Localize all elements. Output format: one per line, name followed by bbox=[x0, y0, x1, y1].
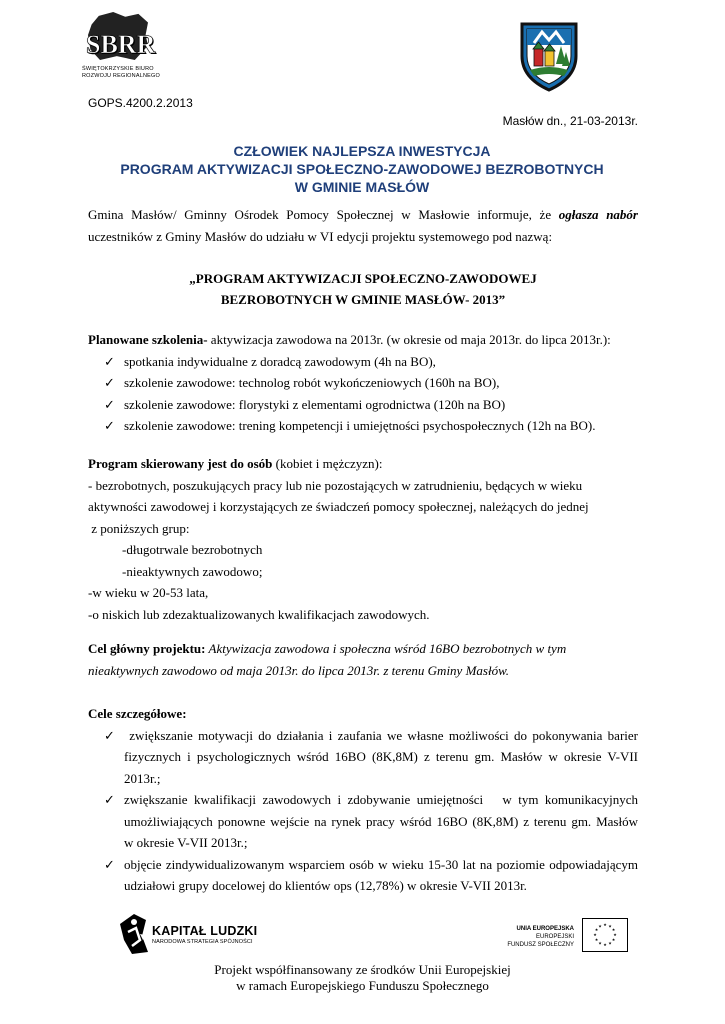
document-date: Masłów dn., 21-03-2013r. bbox=[502, 114, 638, 128]
intro-emphasis: ogłasza nabór bbox=[558, 207, 638, 222]
intro-line1 bbox=[88, 204, 638, 226]
checkmark-icon: ✓ bbox=[104, 418, 115, 433]
svg-text:★: ★ bbox=[608, 940, 612, 946]
eu-title: UNIA EUROPEJSKA bbox=[516, 926, 574, 932]
svg-text:★: ★ bbox=[611, 937, 616, 942]
svg-text:★: ★ bbox=[593, 932, 597, 937]
specific-goals-list bbox=[104, 725, 638, 897]
goal1-line1: zwiększanie motywacji do działania i zaufania we własne możliwości do pokonywania barier bbox=[124, 727, 638, 743]
checkmark-icon: ✓ bbox=[104, 727, 115, 743]
target-heading: Program skierowany jest do osób bbox=[88, 456, 273, 471]
target-line2: aktywności zawodowej i korzystających ze świadczeń pomocy społecznej, należących do jednej bbox=[88, 499, 589, 514]
coat-of-arms-icon bbox=[516, 18, 582, 92]
eu-logo bbox=[500, 918, 630, 956]
intro-line2: uczestników z Gminy Masłów do udziału w VI edycji projektu systemowego pod nazwą: bbox=[88, 228, 553, 244]
target-heading-rest: (kobiet i mężczyzn): bbox=[272, 456, 383, 471]
target-line1: - bezrobotnych, poszukujących pracy lub nie pozostających w zatrudnieniu, będących w wieku bbox=[88, 477, 583, 493]
checkmark-icon: ✓ bbox=[104, 856, 115, 872]
goal3-line1: objęcie zindywidualizowanym wsparciem osób w wieku 15-30 lat na poziomie odpowiadającym bbox=[124, 856, 638, 872]
target-line5: -o niskich lub zdezaktualizowanych kwalifikacjach zawodowych. bbox=[88, 606, 430, 622]
main-goal-line2: nieaktywnych zawodowo od maja 2013r. do lipca 2013r. z terenu Gminy Masłów. bbox=[88, 662, 510, 678]
list-item bbox=[104, 415, 638, 437]
eu-logo-text bbox=[500, 925, 574, 949]
training-section bbox=[88, 329, 638, 437]
intro-paragraph bbox=[88, 204, 638, 247]
sbrr-subtitle-line2: ROZWOJU REGIONALNEGO bbox=[82, 73, 160, 79]
list-item-text: szkolenie zawodowe: technolog robót wykończeniowych (160h na BO), bbox=[124, 375, 500, 390]
list-item bbox=[104, 394, 638, 416]
kapital-ludzki-logo bbox=[118, 910, 258, 956]
target-sub2: -nieaktywnych zawodowo; bbox=[122, 563, 263, 579]
footer-line2: w ramach Europejskiego Funduszu Społecznego bbox=[236, 978, 489, 993]
reference-number: GOPS.4200.2.2013 bbox=[88, 96, 193, 110]
training-heading: Planowane szkolenia- bbox=[88, 332, 208, 347]
goal2-line3: w okresie V-VII 2013r.; bbox=[124, 835, 248, 850]
goal2-line2: umożliwiających ponowne wejście na rynek pracy wśród 16BO (8K,8M) z terenu gm. Masłów bbox=[124, 813, 638, 829]
svg-text:★: ★ bbox=[608, 923, 612, 929]
svg-text:★: ★ bbox=[598, 940, 602, 946]
training-list bbox=[104, 351, 638, 437]
main-goal-line1 bbox=[88, 638, 638, 660]
title-line1: CZŁOWIEK NAJLEPSZA INWESTYCJA bbox=[233, 143, 491, 159]
list-item-text: szkolenie zawodowe: florystyki z elementami ogrodnictwa (120h na BO) bbox=[124, 396, 506, 412]
footer-note bbox=[150, 962, 575, 994]
program-name bbox=[88, 268, 638, 310]
list-item bbox=[104, 351, 638, 373]
sbrr-logo bbox=[80, 10, 170, 84]
kl-title: KAPITAŁ LUDZKI bbox=[152, 924, 258, 938]
target-sub1: -długotrwale bezrobotnych bbox=[122, 542, 263, 557]
title-line3: W GMINIE MASŁÓW bbox=[294, 179, 430, 195]
checkmark-icon: ✓ bbox=[104, 375, 115, 390]
svg-text:★: ★ bbox=[603, 942, 607, 947]
goal2-line1: zwiększanie kwalifikacji zawodowych i zdobywanie umiejętności w tym komunikacyjnych bbox=[124, 792, 638, 807]
target-heading-line bbox=[88, 453, 638, 475]
checkmark-icon: ✓ bbox=[104, 396, 115, 412]
sbrr-logo-subtitle bbox=[82, 66, 172, 80]
footer-line1: Projekt współfinansowany ze środków Unii Europejskiej bbox=[214, 962, 511, 977]
main-goal-heading: Cel główny projektu: bbox=[88, 641, 206, 656]
main-goal-text1: Aktywizacja zawodowa i społeczna wśród 16BO bezrobotnych w tym bbox=[205, 641, 567, 656]
main-goal-section bbox=[88, 638, 638, 681]
target-line3: z poniższych grup: bbox=[88, 520, 190, 536]
svg-text:★: ★ bbox=[594, 937, 599, 942]
specific-goals-section bbox=[88, 703, 638, 897]
intro-text: Gmina Masłów/ Gminny Ośrodek Pomocy Społecznej w Masłowie informuje, że bbox=[88, 207, 559, 222]
target-section bbox=[88, 453, 638, 625]
eu-sub2: FUNDUSZ SPOŁECZNY bbox=[507, 942, 574, 948]
program-name-line2: BEZROBOTNYCH W GMINIE MASŁÓW- 2013” bbox=[220, 292, 506, 307]
list-item bbox=[104, 789, 638, 854]
training-heading-line bbox=[88, 329, 638, 351]
svg-text:★: ★ bbox=[594, 927, 599, 932]
specific-goals-heading: Cele szczegółowe: bbox=[88, 706, 187, 721]
svg-text:★: ★ bbox=[598, 923, 602, 929]
checkmark-icon: ✓ bbox=[104, 792, 115, 807]
goal1-line2: fizycznych i psychologicznych wśród 16BO (8K,8M) z terenu gm. Masłów w okresie V-VII bbox=[124, 749, 638, 764]
svg-text:★: ★ bbox=[613, 932, 617, 937]
program-name-line1: „PROGRAM AKTYWIZACJI SPOŁECZNO-ZAWODOWEJ bbox=[189, 271, 537, 286]
eu-flag-icon bbox=[582, 918, 628, 952]
svg-text:★: ★ bbox=[611, 927, 616, 932]
list-item bbox=[104, 725, 638, 790]
sbrr-logo-text: SBRR bbox=[86, 30, 156, 59]
goal3-line2: udziałowi grupy docelowej do klientów ops (12,78%) w okresie V-VII 2013r. bbox=[124, 878, 527, 893]
training-heading-rest: aktywizacja zawodowa na 2013r. (w okresie od maja 2013r. do lipca 2013r.): bbox=[207, 332, 611, 347]
list-item bbox=[104, 854, 638, 897]
checkmark-icon: ✓ bbox=[104, 353, 115, 369]
list-item-text: szkolenie zawodowe: trening kompetencji i umiejętności psychospołecznych (12h na BO). bbox=[124, 418, 596, 433]
eu-sub1: EUROPEJSKI bbox=[535, 934, 574, 940]
sbrr-subtitle-line1: ŚWIĘTOKRZYSKIE BIURO bbox=[82, 66, 154, 72]
kl-subtitle: NARODOWA STRATEGIA SPÓJNOŚCI bbox=[152, 939, 253, 945]
title-line2: PROGRAM AKTYWIZACJI SPOŁECZNO-ZAWODOWEJ BEZROBOTNYCH bbox=[120, 161, 604, 177]
document-title bbox=[62, 142, 662, 196]
list-item-text: spotkania indywidualne z doradcą zawodowym (4h na BO), bbox=[124, 353, 436, 369]
svg-text:★: ★ bbox=[603, 922, 607, 927]
target-line4: -w wieku w 20-53 lata, bbox=[88, 585, 209, 600]
goal1-line3: 2013r.; bbox=[124, 770, 161, 786]
list-item bbox=[104, 372, 638, 394]
